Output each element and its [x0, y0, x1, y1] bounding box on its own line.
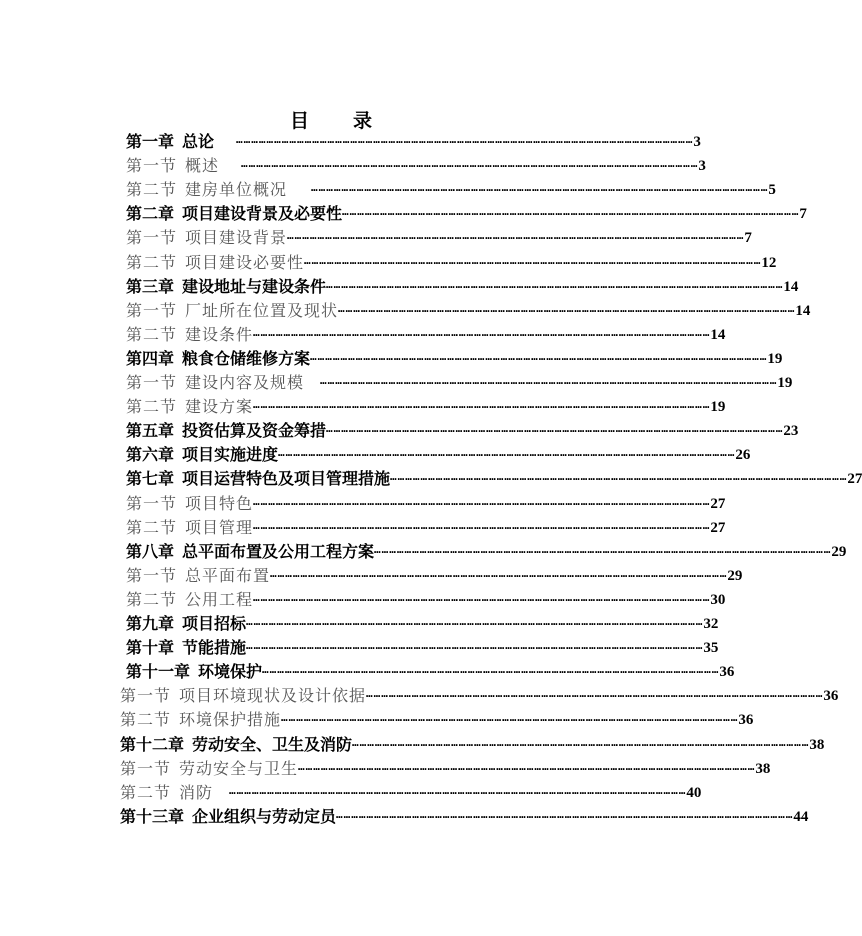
- toc-page-number: 36: [738, 712, 754, 729]
- toc-section-entry[interactable]: [126, 516, 726, 540]
- toc-entry-number: 第十章: [126, 638, 175, 658]
- toc-dot-leader: ………………………………………………………………………………………………………………………………………………………………: [241, 157, 699, 171]
- toc-page-number: 44: [793, 808, 809, 825]
- toc-entry-title: 项目特色: [185, 493, 254, 513]
- toc-entry-label: [126, 154, 219, 178]
- toc-chapter-entry[interactable]: [126, 612, 719, 636]
- toc-entry-title: 建房单位概况: [185, 180, 288, 200]
- toc-chapter-entry[interactable]: [126, 202, 807, 226]
- toc-dot-leader: ………………………………………………………………………………………………………………………………………………………………: [229, 783, 687, 797]
- toc-entry-title: 企业组织与劳动定员: [192, 806, 337, 826]
- toc-entry-number: 第二节: [126, 517, 178, 537]
- toc-heading-part1: 目: [289, 110, 309, 132]
- toc-entry-label: [126, 323, 253, 347]
- toc-entry-label: [126, 492, 253, 516]
- toc-entry-label: [126, 540, 374, 564]
- toc-entry-label: [126, 202, 342, 226]
- toc-chapter-entry[interactable]: [126, 467, 862, 491]
- toc-entry-title: 节能措施: [182, 638, 247, 658]
- toc-entry-title: 项目建设必要性: [185, 252, 305, 272]
- toc-entry-number: 第一节: [126, 493, 178, 513]
- toc-entry-label: [120, 684, 366, 708]
- toc-entry-number: 第二节: [126, 589, 178, 609]
- toc-entry-number: 第十二章: [120, 734, 185, 754]
- toc-page-number: 35: [703, 640, 719, 657]
- toc-entry-title: 建设内容及规模: [185, 373, 305, 392]
- toc-entry-label: [126, 516, 253, 540]
- toc-entry-number: 第一节: [126, 156, 178, 176]
- toc-entry-number: 第四章: [126, 348, 175, 368]
- toc-dot-leader: ………………………………………………………………………………………………………………………………………………………………: [253, 590, 711, 604]
- toc-page-number: 14: [710, 326, 726, 343]
- toc-page-number: 36: [719, 664, 735, 681]
- toc-entry-label: [120, 805, 336, 829]
- toc-entry-number: 第三章: [126, 276, 175, 296]
- toc-entry-title: 消防: [179, 782, 214, 802]
- toc-dot-leader: ………………………………………………………………………………………………………………………………………………………………: [374, 542, 832, 556]
- toc-dot-leader: ………………………………………………………………………………………………………………………………………………………………: [304, 253, 762, 267]
- toc-entry-label: [126, 564, 270, 588]
- toc-entry-title: 项目招标: [182, 614, 247, 633]
- toc-entry-title: 项目建设背景: [185, 228, 288, 248]
- toc-section-entry[interactable]: [126, 371, 793, 395]
- toc-entry-label: [126, 275, 326, 299]
- toc-dot-leader: ………………………………………………………………………………………………………………………………………………………………: [287, 229, 745, 243]
- toc-entry-label: [120, 708, 281, 732]
- toc-entry-label: [126, 371, 304, 395]
- toc-entry-number: 第二节: [120, 710, 172, 730]
- toc-page-number: 19: [767, 350, 783, 367]
- toc-page-number: 7: [744, 230, 752, 247]
- toc-entry-number: 第七章: [126, 469, 175, 489]
- toc-entry-title: 项目建设背景及必要性: [182, 204, 343, 224]
- toc-section-entry[interactable]: [126, 395, 726, 419]
- toc-entry-number: 第二节: [126, 397, 178, 417]
- toc-chapter-entry[interactable]: [126, 443, 751, 467]
- toc-entry-title: 建设地址与建设条件: [182, 276, 327, 296]
- toc-entry-number: 第九章: [126, 614, 175, 633]
- toc-entry-number: 第八章: [126, 541, 175, 561]
- toc-dot-leader: ………………………………………………………………………………………………………………………………………………………………: [338, 301, 796, 315]
- toc-entry-number: 第二章: [126, 204, 175, 224]
- toc-dot-leader: ………………………………………………………………………………………………………………………………………………………………: [262, 663, 720, 677]
- toc-dot-leader: ………………………………………………………………………………………………………………………………………………………………: [253, 494, 711, 508]
- toc-entry-label: [126, 443, 278, 467]
- toc-dot-leader: ………………………………………………………………………………………………………………………………………………………………: [336, 807, 794, 821]
- toc-dot-leader: ………………………………………………………………………………………………………………………………………………………………: [253, 398, 711, 412]
- toc-entry-label: [120, 757, 298, 781]
- toc-entry-title: 建设方案: [185, 397, 254, 417]
- toc-entry-title: 总论: [182, 132, 215, 151]
- toc-page-number: 36: [823, 688, 839, 705]
- toc-dot-leader: ………………………………………………………………………………………………………………………………………………………………: [246, 639, 704, 653]
- toc-section-entry[interactable]: [126, 299, 811, 323]
- toc-dot-leader: ………………………………………………………………………………………………………………………………………………………………: [236, 133, 694, 146]
- toc-chapter-entry[interactable]: [126, 636, 719, 660]
- toc-entry-title: 建设条件: [185, 324, 254, 344]
- toc-entry-number: 第一节: [120, 758, 172, 778]
- toc-dot-leader: ………………………………………………………………………………………………………………………………………………………………: [342, 205, 800, 219]
- toc-dot-leader: ………………………………………………………………………………………………………………………………………………………………: [253, 325, 711, 339]
- toc-entry-label: [126, 178, 287, 202]
- toc-entry-label: [126, 636, 246, 660]
- toc-page-number: 14: [783, 278, 799, 295]
- toc-entry-label: [126, 395, 253, 419]
- toc-dot-leader: ………………………………………………………………………………………………………………………………………………………………: [366, 687, 824, 701]
- toc-dot-leader: ………………………………………………………………………………………………………………………………………………………………: [326, 422, 784, 436]
- toc-entry-title: 项目环境现状及设计依据: [179, 686, 367, 706]
- toc-page-number: 40: [686, 784, 702, 801]
- toc-dot-leader: ………………………………………………………………………………………………………………………………………………………………: [270, 566, 728, 580]
- toc-entry-title: 劳动安全、卫生及消防: [192, 734, 353, 754]
- toc-entry-number: 第一节: [126, 228, 178, 248]
- toc-page-number: 29: [727, 567, 743, 584]
- toc-dot-leader: ………………………………………………………………………………………………………………………………………………………………: [253, 518, 711, 532]
- toc-entry-number: 第一节: [126, 373, 178, 392]
- toc-page-number: 29: [831, 543, 847, 560]
- toc-entry-title: 环境保护措施: [179, 710, 282, 730]
- toc-entry-number: 第一节: [126, 300, 178, 320]
- toc-page-number: 19: [777, 375, 793, 391]
- toc-page-number: 19: [710, 399, 726, 416]
- toc-page-number: 32: [703, 616, 719, 632]
- toc-entry-title: 总平面布置: [185, 565, 271, 585]
- toc-entry-label: [120, 781, 213, 805]
- toc-entry-label: [126, 347, 310, 371]
- toc-chapter-entry[interactable]: [126, 419, 799, 443]
- toc-dot-leader: ………………………………………………………………………………………………………………………………………………………………: [311, 181, 769, 195]
- toc-entry-label: [126, 130, 214, 154]
- toc-dot-leader: ………………………………………………………………………………………………………………………………………………………………: [326, 277, 784, 291]
- toc-dot-leader: ………………………………………………………………………………………………………………………………………………………………: [310, 349, 768, 363]
- toc-entry-title: 厂址所在位置及现状: [185, 300, 339, 320]
- toc-entry-title: 公用工程: [185, 589, 254, 609]
- toc-chapter-entry[interactable]: [126, 347, 783, 371]
- toc-entry-label: [120, 733, 352, 757]
- toc-page-number: 23: [783, 423, 799, 440]
- toc-entry-title: 环境保护: [198, 662, 263, 682]
- toc-entry-number: 第一节: [120, 686, 172, 706]
- toc-entry-label: [126, 612, 246, 636]
- toc-entry-title: 项目实施进度: [182, 445, 279, 465]
- toc-entry-label: [126, 467, 390, 491]
- toc-section-entry[interactable]: [120, 708, 754, 732]
- toc-entry-label: [126, 588, 253, 612]
- toc-page-number: 27: [710, 519, 726, 536]
- toc-entry-number: 第十三章: [120, 806, 185, 826]
- toc-dot-leader: ………………………………………………………………………………………………………………………………………………………………: [390, 470, 848, 484]
- toc-section-entry[interactable]: [126, 251, 777, 275]
- toc-section-entry[interactable]: [126, 154, 706, 178]
- toc-chapter-entry[interactable]: [126, 275, 799, 299]
- toc-entry-label: [126, 660, 262, 684]
- toc-entry-number: 第二节: [126, 180, 178, 200]
- toc-page-number: 38: [809, 736, 825, 753]
- toc-entry-number: 第一节: [126, 565, 178, 585]
- toc-entry-number: 第五章: [126, 421, 175, 441]
- toc-entry-number: 第一章: [126, 132, 175, 151]
- toc-section-entry[interactable]: [126, 323, 726, 347]
- toc-entry-title: 概述: [185, 156, 220, 176]
- toc-section-entry[interactable]: [126, 226, 752, 250]
- toc-page-number: 30: [710, 591, 726, 608]
- toc-dot-leader: ………………………………………………………………………………………………………………………………………………………………: [320, 374, 778, 387]
- toc-section-entry[interactable]: [120, 781, 702, 805]
- toc-chapter-entry[interactable]: [120, 805, 809, 829]
- toc-chapter-entry[interactable]: [120, 733, 825, 757]
- toc-entry-title: 项目运营特色及项目管理措施: [182, 469, 391, 489]
- toc-section-entry[interactable]: [120, 757, 771, 781]
- toc-dot-leader: ………………………………………………………………………………………………………………………………………………………………: [246, 615, 704, 628]
- toc-entry-title: 项目管理: [185, 517, 254, 537]
- toc-section-entry[interactable]: [126, 492, 726, 516]
- toc-section-entry[interactable]: [126, 564, 743, 588]
- toc-entry-title: 劳动安全与卫生: [179, 758, 299, 778]
- toc-entry-number: 第十一章: [126, 662, 191, 682]
- toc-dot-leader: ………………………………………………………………………………………………………………………………………………………………: [298, 759, 756, 773]
- toc-page-number: 12: [761, 254, 777, 271]
- toc-entry-number: 第二节: [126, 324, 178, 344]
- toc-entry-number: 第六章: [126, 445, 175, 465]
- toc-entry-label: [126, 299, 338, 323]
- toc-entry-number: 第二节: [126, 252, 178, 272]
- toc-page-number: 27: [847, 471, 862, 488]
- toc-entry-label: [126, 419, 326, 443]
- toc-heading-part2: 录: [353, 110, 373, 132]
- toc-chapter-entry[interactable]: [126, 130, 701, 154]
- toc-entry-title: 粮食仓储维修方案: [182, 348, 311, 368]
- toc-chapter-entry[interactable]: [126, 540, 847, 564]
- toc-page-number: 3: [698, 158, 706, 175]
- toc-section-entry[interactable]: [120, 684, 839, 708]
- toc-dot-leader: ………………………………………………………………………………………………………………………………………………………………: [281, 711, 739, 725]
- toc-entry-number: 第二节: [120, 782, 172, 802]
- toc-dot-leader: ………………………………………………………………………………………………………………………………………………………………: [352, 735, 810, 749]
- toc-section-entry[interactable]: [126, 588, 726, 612]
- toc-page-number: 5: [768, 182, 776, 199]
- toc-page-number: 38: [755, 760, 771, 777]
- toc-entry-title: 投资估算及资金筹措: [182, 421, 327, 441]
- toc-page-number: 27: [710, 495, 726, 512]
- toc-chapter-entry[interactable]: [126, 660, 735, 684]
- toc-section-entry[interactable]: [126, 178, 776, 202]
- toc-page-number: 26: [735, 447, 751, 464]
- toc-page-number: 3: [693, 134, 701, 150]
- toc-page-number: 7: [799, 206, 807, 223]
- toc-entry-label: [126, 251, 304, 275]
- toc-entry-label: [126, 226, 287, 250]
- toc-dot-leader: ………………………………………………………………………………………………………………………………………………………………: [278, 446, 736, 460]
- toc-page-number: 14: [795, 302, 811, 319]
- toc-entry-title: 总平面布置及公用工程方案: [182, 541, 375, 561]
